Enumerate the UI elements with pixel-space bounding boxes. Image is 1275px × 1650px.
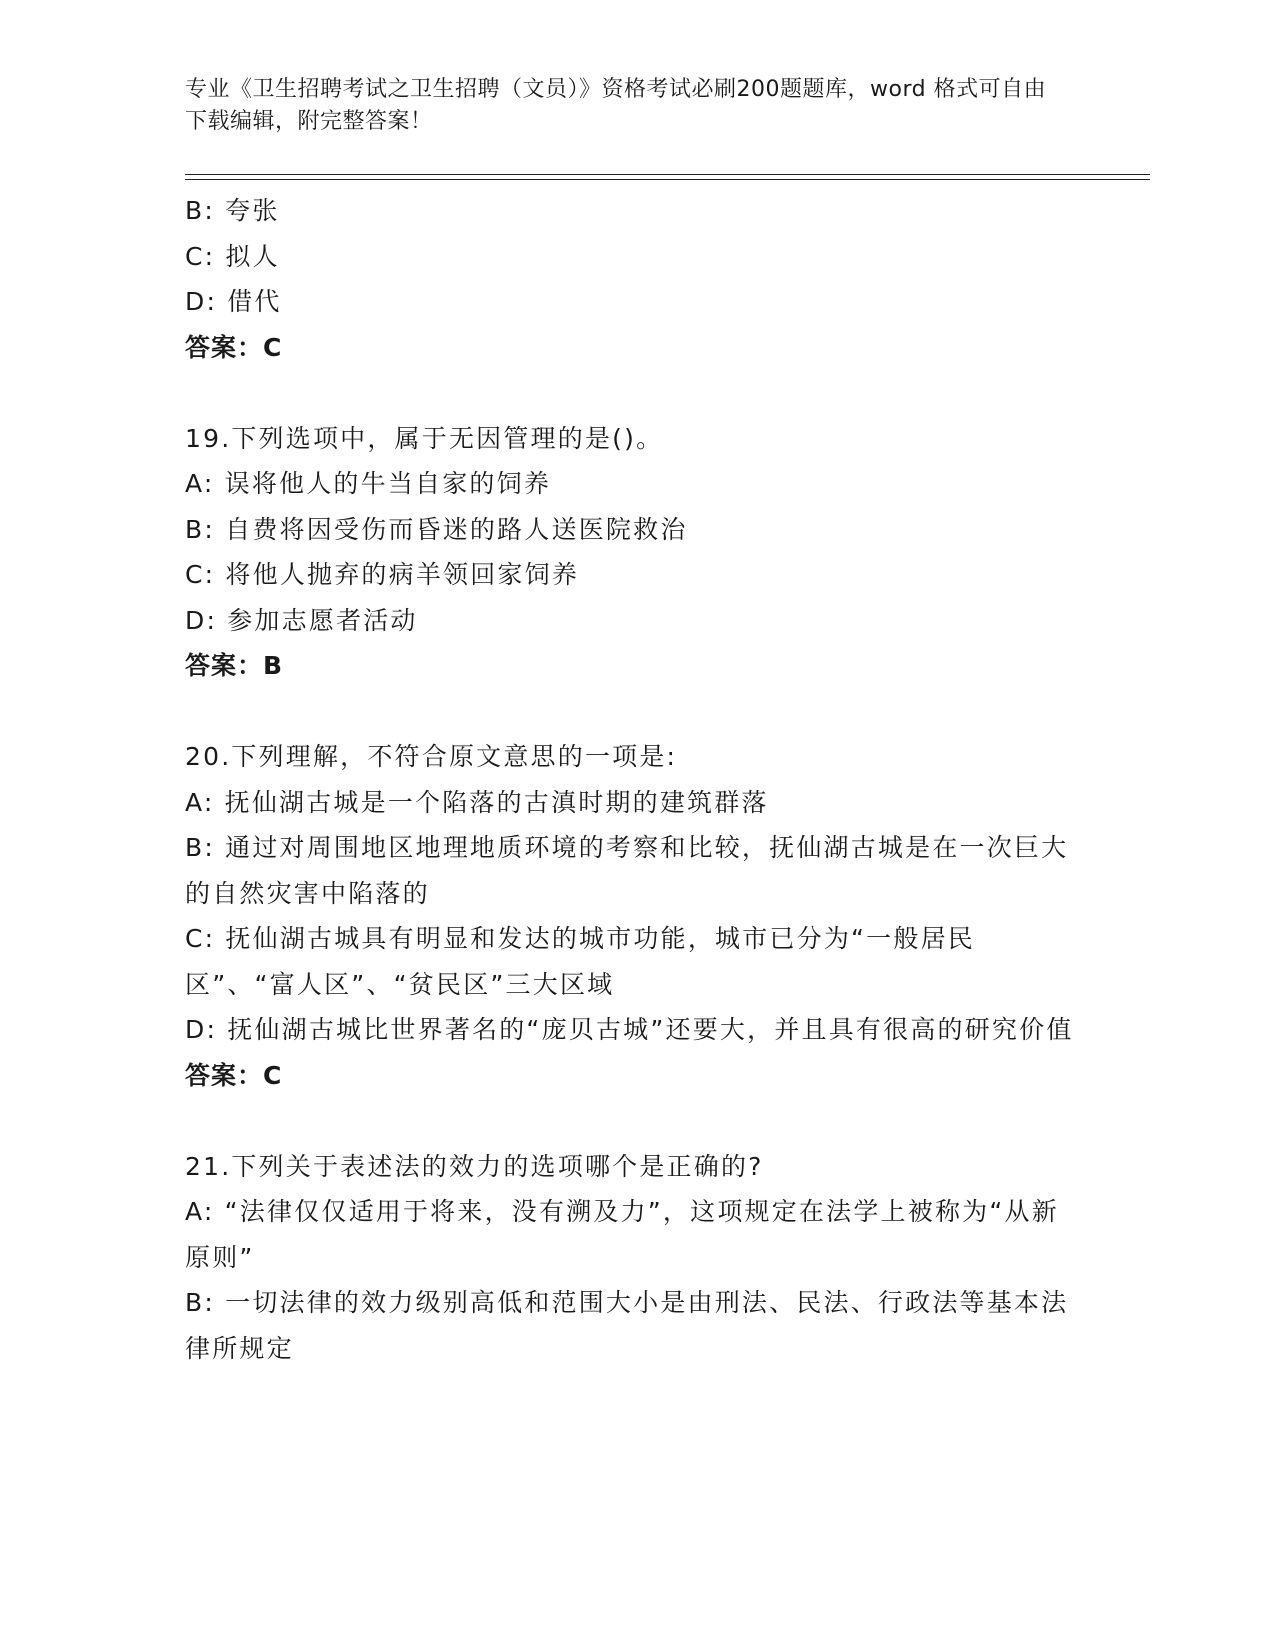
document-header-title: 专业《卫生招聘考试之卫生招聘（文员）》资格考试必刷200题题库，word 格式可自由下载编辑，附完整答案！ [185, 77, 1047, 134]
option-b: B: 自费将因受伤而昏迷的路人送医院救治 [185, 514, 688, 544]
question-21 [185, 1144, 1075, 1372]
option-b: B: 一切法律的效力级别高低和范围大小是由刑法、民法、行政法等基本法律所规定 [185, 1288, 1069, 1363]
option-a: A: 抚仙湖古城是一个陷落的古滇时期的建筑群落 [185, 787, 769, 817]
answer-line: 答案：C [185, 332, 283, 362]
header-divider-top [185, 174, 1150, 175]
spacer [185, 1098, 1075, 1144]
question-18-continuation [185, 188, 1075, 370]
question-20 [185, 734, 1075, 1098]
spacer [185, 689, 1075, 735]
option-d: D: 参加志愿者活动 [185, 605, 418, 635]
option-a: A: “法律仅仅适用于将来，没有溯及力”，这项规定在法学上被称为“从新原则” [185, 1197, 1059, 1272]
option-c: C: 将他人抛弃的病羊领回家饲养 [185, 560, 580, 589]
question-19 [185, 416, 1075, 689]
option-d: D: 借代 [185, 287, 282, 316]
option-c: C: 拟人 [185, 241, 280, 271]
option-b: B: 通过对周围地区地理地质环境的考察和比较，抚仙湖古城是在一次巨大的自然灾害中陷落的 [185, 833, 1069, 908]
option-d: D: 抚仙湖古城比世界著名的“庞贝古城”还要大，并且具有很高的研究价值 [185, 1015, 1074, 1044]
question-stem: 19.下列选项中，属于无因管理的是()。 [185, 423, 664, 453]
header-divider-bottom [185, 179, 1150, 180]
document-body [185, 188, 1075, 1371]
question-stem: 20.下列理解，不符合原文意思的一项是: [185, 742, 678, 771]
question-stem: 21.下列关于表述法的效力的选项哪个是正确的? [185, 1151, 764, 1181]
answer-line: 答案：B [185, 651, 284, 680]
option-c: C: 抚仙湖古城具有明显和发达的城市功能，城市已分为“一般居民区”、“富人区”、“贫民区”三大区域 [185, 924, 975, 999]
option-a: A: 误将他人的牛当自家的饲养 [185, 469, 552, 498]
spacer [185, 370, 1075, 416]
answer-line: 答案：C [185, 1060, 283, 1090]
option-b: B: 夸张 [185, 196, 280, 225]
